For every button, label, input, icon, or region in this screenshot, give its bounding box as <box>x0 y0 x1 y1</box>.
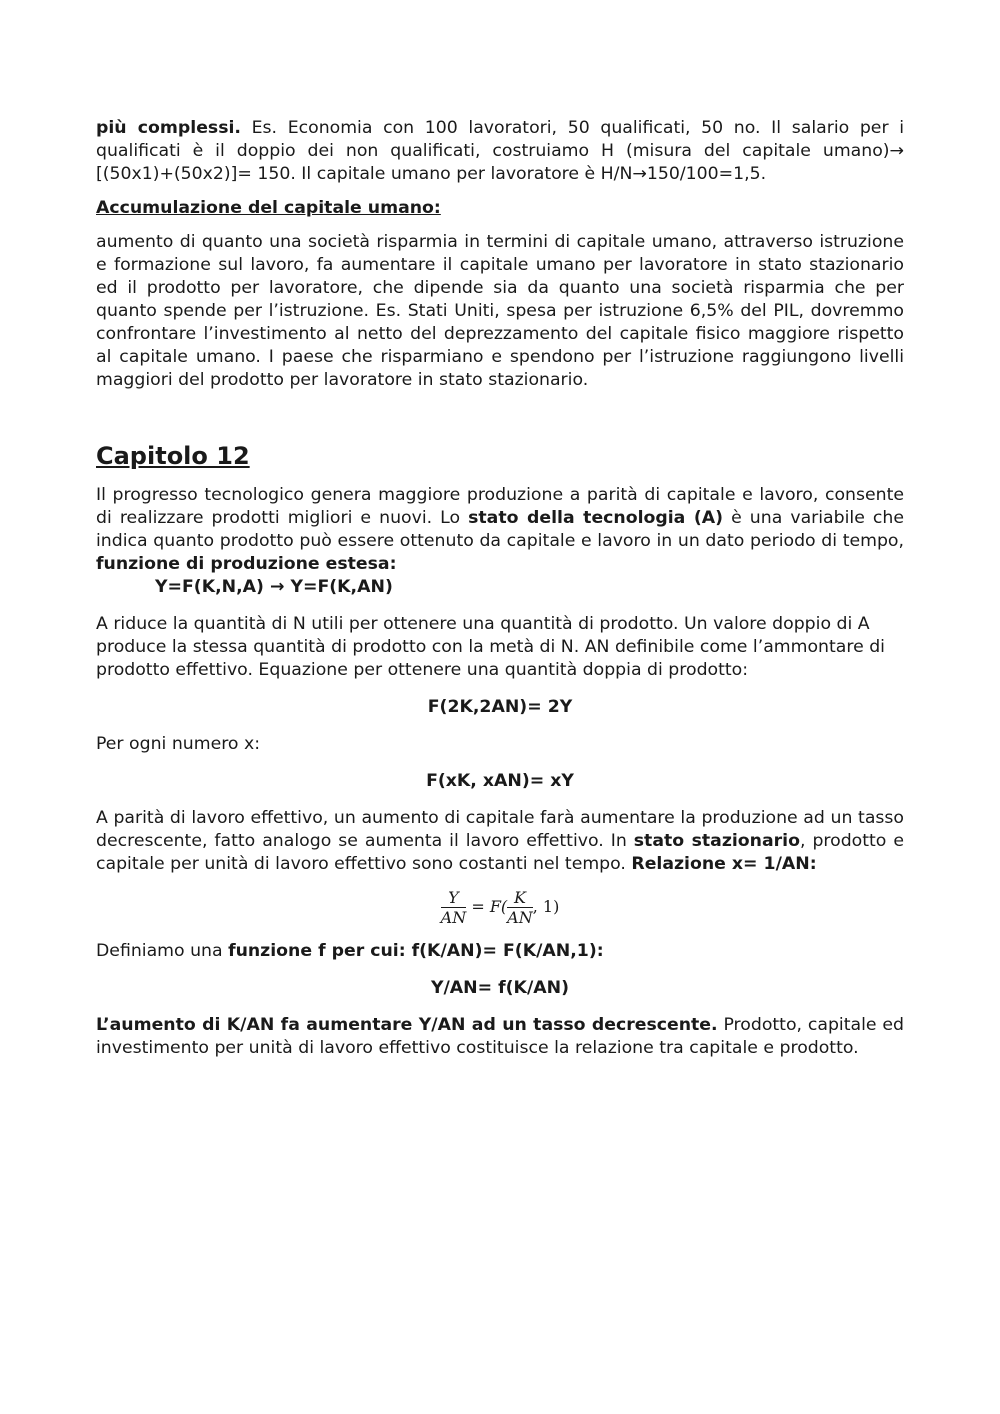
equation-text: F(xK, xAN)= xY <box>426 771 574 791</box>
paragraph-conclusion <box>96 1014 904 1060</box>
formula-tail: , 1) <box>532 897 560 916</box>
paragraph-text: è una variabile che indica quanto prodotto può essere ottenuto da capitale e lavoro in un dato periodo di tempo, <box>96 508 904 551</box>
equation-intensive <box>96 977 904 1000</box>
paragraph-any-number: Per ogni numero x: <box>96 734 261 754</box>
fraction-formula <box>96 888 904 927</box>
bold-term: L’aumento di K/AN fa aumentare Y/AN ad un tasso decrescente. <box>96 1015 718 1035</box>
paragraph-text: A parità di lavoro effettivo, un aumento di capitale farà aumentare la produzione ad un tasso decrescente, fatto analogo se aumenta il lavoro effettivo. In <box>96 808 904 851</box>
fraction-k-over-an <box>507 888 533 927</box>
equation-extended-production <box>96 576 904 599</box>
paragraph-accumulation: aumento di quanto una società risparmia in termini di capitale umano, attraverso istruzione e formazione sul lavoro, fa aumentare il capitale umano per lavoratore in stato stazionario ed il prodotto per lavoratore, che dipende sia da quanto una società risparmia che per quanto spende per l’istruzione. Es. Stati Uniti, spesa per istruzione 6,5% del PIL, dovremmo confrontare l’investimento al netto del deprezzamento del capitale fisico maggiore rispetto al capitale umano. I paese che risparmiano e spendono per l’istruzione raggiungono livelli maggiori del prodotto per lavoratore in stato stazionario. <box>96 232 904 390</box>
paragraph-text: Prodotto, capitale ed investimento per unità di lavoro effettivo costituisce la relazione tra capitale e prodotto. <box>96 1015 904 1058</box>
equation-double <box>96 696 904 719</box>
document-page <box>96 117 904 1060</box>
numerator: K <box>507 888 533 908</box>
paragraph-effective-labor: A riduce la quantità di N utili per ottenere una quantità di prodotto. Un valore doppio di A produce la stessa quantità di prodotto con la metà di N. AN definibile come l’ammontare di prodotto effettivo. Equazione per ottenere una quantità doppia di prodotto: <box>96 614 885 680</box>
bold-lead: più complessi. <box>96 118 241 138</box>
section-heading: Accumulazione del capitale umano: <box>96 198 441 218</box>
bold-term: funzione f per cui: f(K/AN)= F(K/AN,1): <box>228 941 604 961</box>
paragraph-text: Il progresso tecnologico genera maggiore produzione a parità di capitale e lavoro, consente di realizzare prodotti migliori e nuovi. Lo <box>96 485 904 528</box>
bold-term: funzione di produzione estesa: <box>96 554 397 574</box>
bold-term: Relazione x= 1/AN: <box>631 854 817 874</box>
paragraph-human-capital-example <box>96 117 904 186</box>
paragraph-define-f <box>96 940 904 963</box>
bold-term: stato stazionario <box>633 831 800 851</box>
equation-text: Y/AN= f(K/AN) <box>430 978 569 998</box>
paragraph-technology <box>96 484 904 576</box>
equation-scale <box>96 770 904 793</box>
denominator: AN <box>507 908 533 927</box>
paragraph-text: , prodotto e capitale per unità di lavoro effettivo sono costanti nel tempo. <box>96 831 904 874</box>
numerator: Y <box>441 888 467 908</box>
chapter-title: Capitolo 12 <box>96 442 250 470</box>
equation-text: Y=F(K,N,A) → Y=F(K,AN) <box>155 577 393 597</box>
fraction-y-over-an <box>441 888 467 927</box>
denominator: AN <box>440 908 467 927</box>
paragraph-text: Es. Economia con 100 lavoratori, 50 qualificati, 50 no. Il salario per i qualificati è il doppio dei non qualificati, costruiamo H (misura del capitale umano)→ [(50x1)+(50x2)]= 150. Il capitale umano per lavoratore è H/N→150/100=1,5. <box>96 118 905 184</box>
bold-term: stato della tecnologia (A) <box>468 508 724 528</box>
equation-text: F(2K,2AN)= 2Y <box>427 697 573 717</box>
paragraph-text: Definiamo una <box>96 941 229 961</box>
paragraph-steady-state <box>96 807 904 876</box>
formula-operator: = F( <box>471 897 508 916</box>
